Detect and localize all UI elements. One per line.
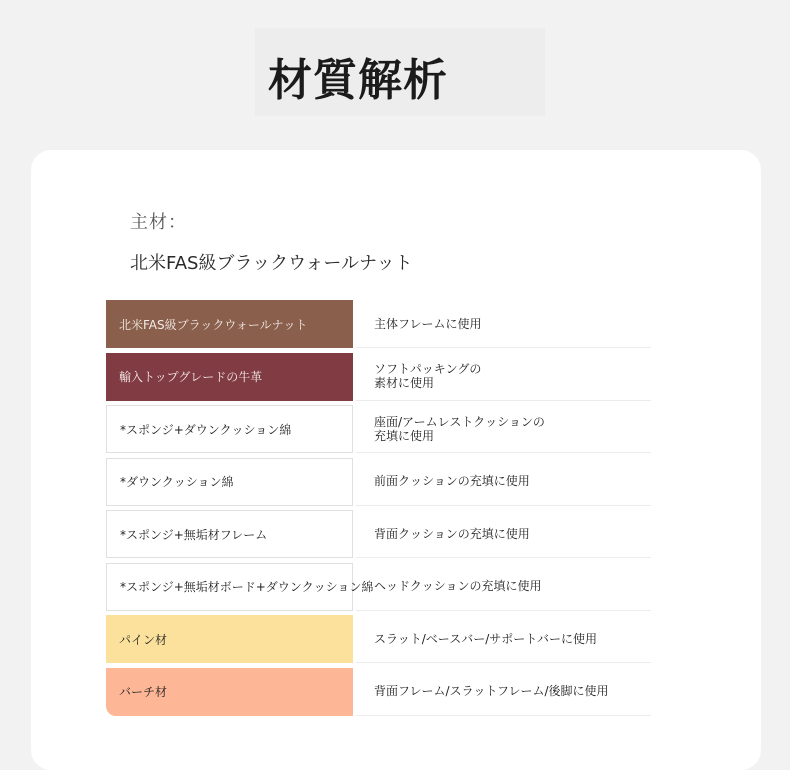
material-name: 北米FAS級ブラックウォールナット — [106, 300, 353, 348]
material-name: *スポンジ+ダウンクッション綿 — [106, 405, 353, 453]
material-row — [106, 458, 651, 507]
material-row — [106, 510, 651, 559]
page-title: 材質解析 — [268, 55, 448, 106]
material-use: 背面フレーム/スラットフレーム/後脚に使用 — [356, 668, 651, 716]
material-row — [106, 615, 651, 664]
material-use: ヘッドクッションの充填に使用 — [356, 563, 651, 611]
material-name: バーチ材 — [106, 668, 353, 716]
material-name: *ダウンクッション綿 — [106, 458, 353, 506]
material-table — [106, 300, 651, 720]
material-use: 主体フレームに使用 — [356, 300, 651, 348]
material-use: 背面クッションの充填に使用 — [356, 510, 651, 558]
material-use: 座面/アームレストクッションの 充填に使用 — [356, 405, 651, 453]
material-row — [106, 300, 651, 349]
material-row — [106, 668, 651, 717]
material-use: ソフトパッキングの 素材に使用 — [356, 353, 651, 401]
material-name: *スポンジ+無垢材フレーム — [106, 510, 353, 558]
main-material-value: 北米FAS級ブラックウォールナット — [130, 253, 413, 274]
material-row — [106, 563, 651, 612]
material-row — [106, 405, 651, 454]
material-name: パイン材 — [106, 615, 353, 663]
material-use: スラット/ベースバー/サポートバーに使用 — [356, 615, 651, 663]
material-name: 輸入トップグレードの牛革 — [106, 353, 353, 401]
main-material-label: 主材： — [130, 212, 187, 233]
material-use: 前面クッションの充填に使用 — [356, 458, 651, 506]
material-name: *スポンジ+無垢材ボード+ダウンクッション綿 — [106, 563, 353, 611]
material-row — [106, 353, 651, 402]
